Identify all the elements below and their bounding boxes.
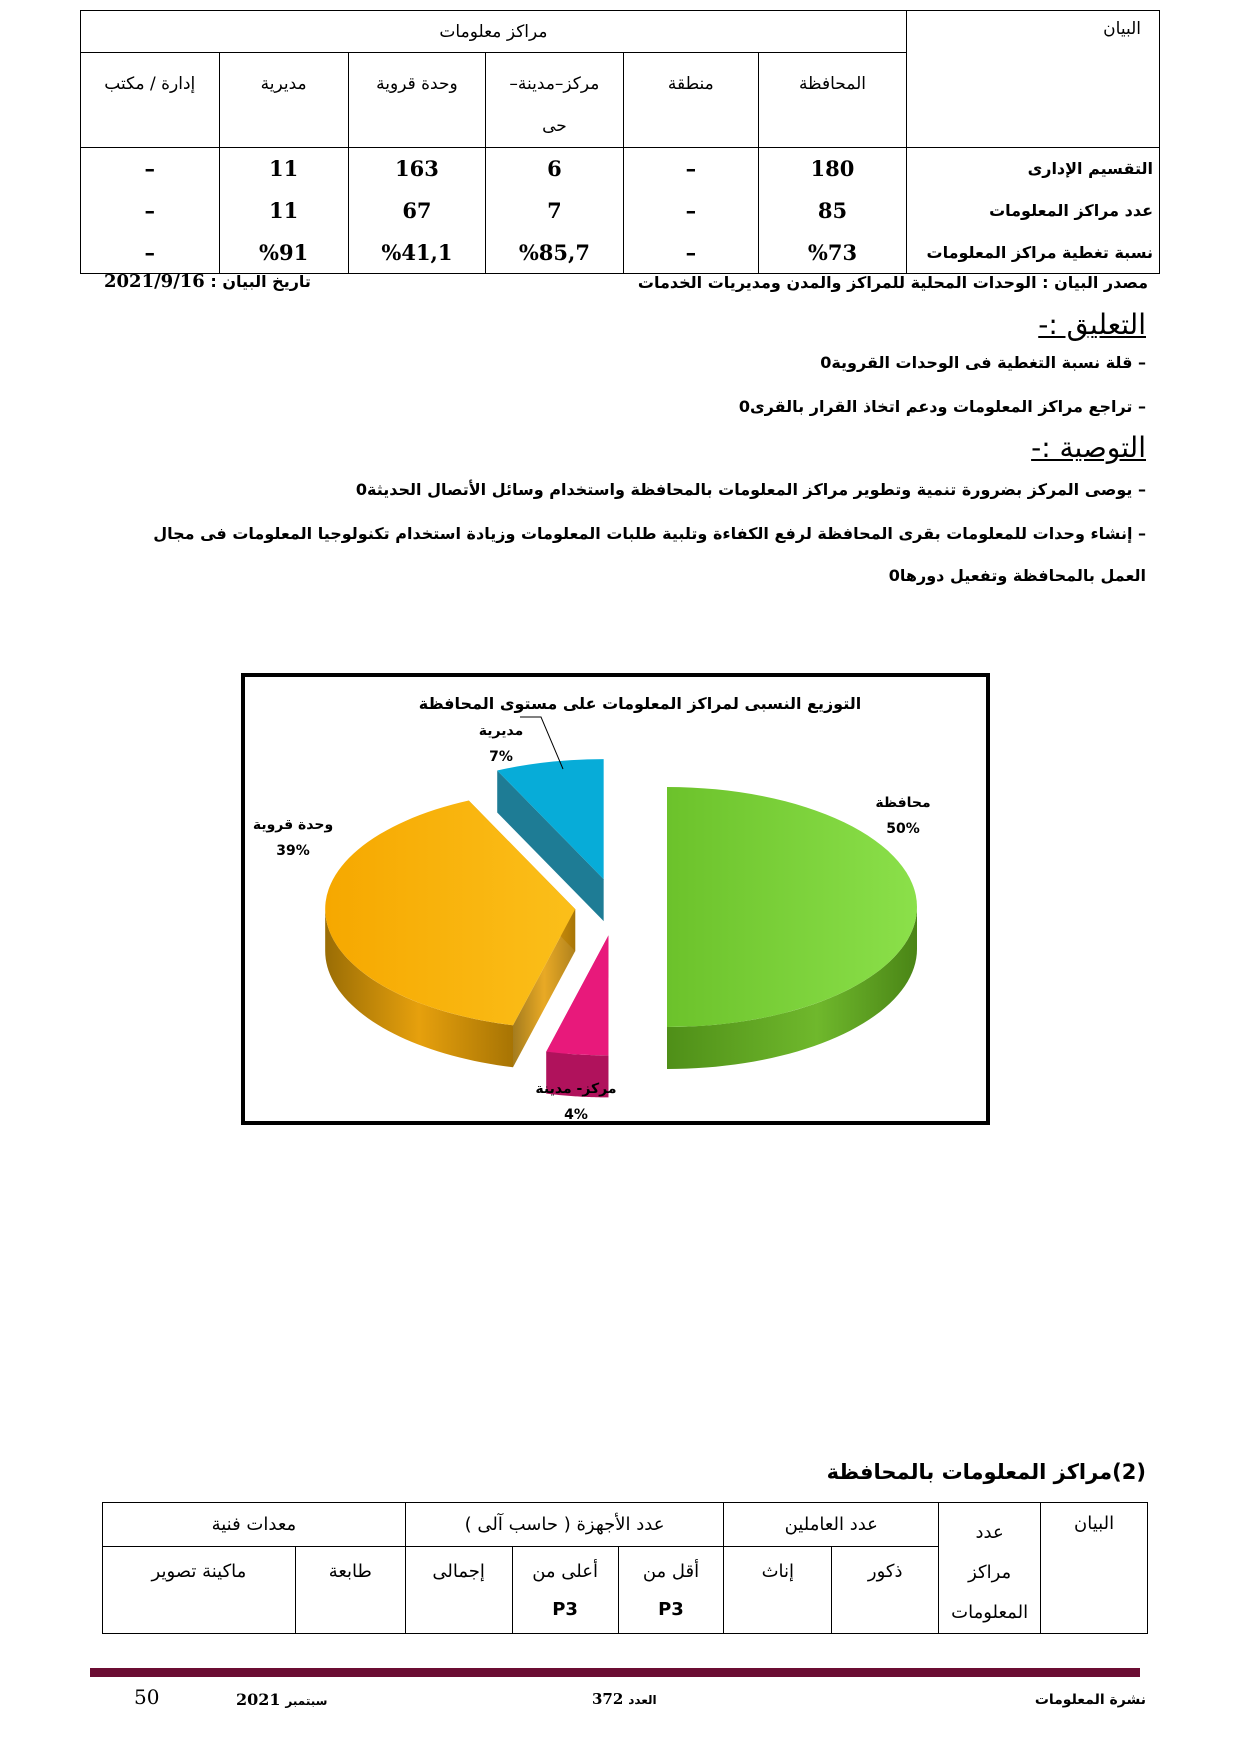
leader-line (520, 717, 563, 769)
recommendation-heading: التوصية :- (1031, 431, 1146, 464)
date-label: تاريخ البيان : (210, 272, 311, 291)
col-header-less-than-p3: أقل من P3 (618, 1546, 724, 1633)
table-cell: – (81, 232, 220, 274)
label-directorate: مديرية (478, 723, 524, 739)
table-cell: %73 (759, 232, 907, 274)
col-header-females: إناث (724, 1546, 832, 1633)
page-number: 50 (134, 1685, 160, 1709)
info-centers-coverage-table (80, 10, 1160, 274)
date-value: 2021/9/16 (104, 271, 205, 292)
recommendation-item: – إنشاء وحدات للمعلومات بقرى المحافظة لرفع الكفاءة وتلبية طلبات المعلومات وزيادة استخدام تكنولوجيا المعلومات فى مجال (153, 524, 1146, 543)
pie-chart (245, 677, 986, 1121)
label-center-city: مركز- مدينة (535, 1081, 617, 1097)
table-cell: 11 (219, 190, 348, 232)
table-cell: %41,1 (348, 232, 485, 274)
col-header-center-city: مركز–مدينة– حى (486, 53, 623, 148)
table-cell: 67 (348, 190, 485, 232)
info-centers-resources-table (102, 1502, 1148, 1634)
comment-heading: التعليق :- (1038, 308, 1146, 341)
comment-item: – قلة نسبة التغطية فى الوحدات القروية0 (820, 353, 1146, 372)
col-header-copier: ماكينة تصوير (103, 1546, 296, 1633)
table-row (81, 190, 1160, 232)
label-village-unit-percent: 39% (276, 843, 310, 859)
table-cell: – (81, 190, 220, 232)
col-header-workers: عدد العاملين (724, 1503, 939, 1547)
table-cell: 85 (759, 190, 907, 232)
footer-date: سبتمبر 2021 (236, 1690, 328, 1709)
corner-header: البيان (906, 11, 1159, 148)
col-header-centers-count: عدد مراكز المعلومات (939, 1503, 1041, 1634)
table-cell: – (623, 190, 758, 232)
table-cell: 6 (486, 148, 623, 190)
col-header-devices: عدد الأجهزة ( حاسب آلى ) (405, 1503, 724, 1547)
col-header-governorate: المحافظة (759, 53, 907, 148)
table-row (81, 148, 1160, 190)
table-cell: 163 (348, 148, 485, 190)
col-header-directorate: مديرية (219, 53, 348, 148)
col-header-admin-office: إدارة / مكتب (81, 53, 220, 148)
table-cell: – (623, 148, 758, 190)
recommendation-item: العمل بالمحافظة وتفعيل دورها0 (888, 566, 1146, 585)
slice-governorate (667, 787, 917, 1069)
section-title: (2)مراكز المعلومات بالمحافظة (826, 1460, 1146, 1484)
comment-item: – تراجع مراكز المعلومات ودعم اتخاذ القرار بالقرى0 (738, 397, 1146, 416)
col-header-equipment: معدات فنية (103, 1503, 406, 1547)
table-cell: %91 (219, 232, 348, 274)
row-label: التقسيم الإدارى (906, 148, 1159, 190)
pie-chart-frame (241, 673, 990, 1125)
table-cell: – (81, 148, 220, 190)
label-directorate-percent: 7% (489, 749, 513, 765)
table-cell: 7 (486, 190, 623, 232)
col-header-total: إجمالى (405, 1546, 512, 1633)
footer-rule (90, 1668, 1140, 1677)
label-center-city-percent: 4% (564, 1107, 588, 1121)
recommendation-item: – يوصى المركز بضرورة تنمية وتطوير مراكز المعلومات بالمحافظة واستخدام وسائل الأتصال الحديثة0 (355, 480, 1146, 499)
source-date (104, 271, 311, 292)
col-header-region: منطقة (623, 53, 758, 148)
label-governorate: محافظة (875, 795, 931, 811)
footer-publication: نشرة المعلومات (1034, 1692, 1146, 1708)
table-cell: 180 (759, 148, 907, 190)
table-cell: 11 (219, 148, 348, 190)
source-text: مصدر البيان : الوحدات المحلية للمراكز والمدن ومديريات الخدمات (637, 273, 1148, 292)
table-cell: – (623, 232, 758, 274)
group-header: مراكز معلومات (81, 11, 907, 53)
col-header-village-unit: وحدة قروية (348, 53, 485, 148)
row-label: نسبة تغطية مراكز المعلومات (906, 232, 1159, 274)
row-label: عدد مراكز المعلومات (906, 190, 1159, 232)
chart-title: التوزيع النسبى لمراكز المعلومات على مستوى المحافظة (418, 694, 862, 713)
col-header-more-than-p3: أعلى من P3 (512, 1546, 618, 1633)
label-governorate-percent: 50% (886, 821, 920, 837)
col-header-printer: طابعة (295, 1546, 405, 1633)
col-header-bayan: البيان (1041, 1503, 1148, 1634)
label-village-unit: وحدة قروية (252, 817, 334, 833)
table-cell: %85,7 (486, 232, 623, 274)
footer-issue: العدد 372 (592, 1690, 657, 1708)
table-row (81, 232, 1160, 274)
col-header-males: ذكور (832, 1546, 939, 1633)
